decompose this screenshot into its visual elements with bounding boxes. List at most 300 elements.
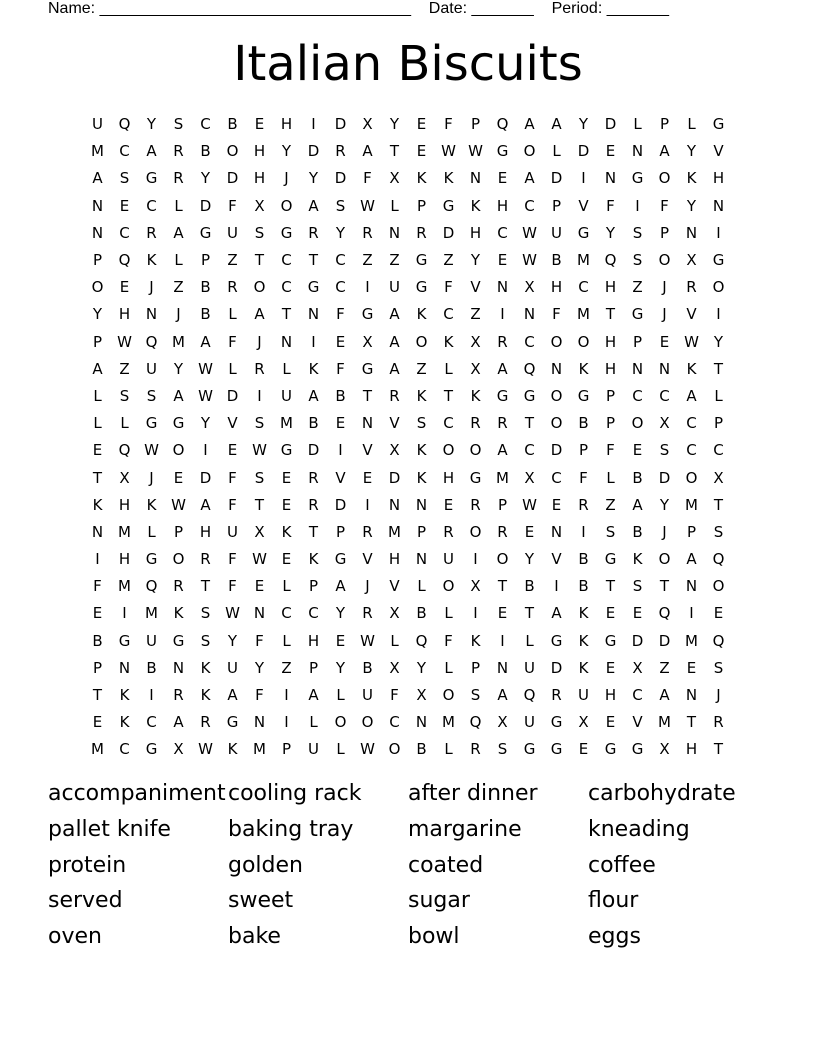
grid-letter: Y <box>713 332 724 351</box>
grid-letter: W <box>360 740 375 759</box>
grid-letter: I <box>635 196 640 215</box>
grid-letter: S <box>659 441 670 460</box>
grid-letter: R <box>686 278 697 297</box>
grid-letter: P <box>335 522 346 541</box>
grid-letter: D <box>577 142 590 161</box>
grid-letter: H <box>253 169 266 188</box>
grid-letter: O <box>577 332 590 351</box>
grid-letter: W <box>225 604 240 623</box>
grid-letter: G <box>199 223 212 242</box>
grid-letter: X <box>470 577 481 596</box>
word-bank-item: kneading <box>588 816 690 842</box>
grid-letter: K <box>578 604 589 623</box>
grid-letter: T <box>281 305 292 324</box>
grid-letter: Y <box>92 305 103 324</box>
grid-row <box>84 600 732 627</box>
grid-letter: R <box>308 223 319 242</box>
grid-letter: X <box>254 522 265 541</box>
grid-letter: Z <box>632 278 643 297</box>
grid-letter: L <box>687 115 696 134</box>
grid-letter: R <box>146 223 157 242</box>
grid-letter: G <box>172 631 185 650</box>
grid-letter: A <box>551 115 562 134</box>
grid-letter: S <box>416 414 427 433</box>
grid-letter: V <box>362 441 373 460</box>
grid-letter: Y <box>686 196 697 215</box>
grid-letter: G <box>361 359 374 378</box>
grid-letter: G <box>415 278 428 297</box>
grid-letter: N <box>685 223 698 242</box>
grid-letter: O <box>415 332 428 351</box>
grid-letter: M <box>253 740 266 759</box>
grid-letter: H <box>280 115 293 134</box>
grid-letter: C <box>200 115 211 134</box>
grid-letter: O <box>280 196 293 215</box>
grid-letter: T <box>713 740 724 759</box>
grid-letter: F <box>606 196 615 215</box>
grid-letter: S <box>605 522 616 541</box>
grid-letter: S <box>254 223 265 242</box>
grid-letter: K <box>200 658 211 677</box>
grid-row <box>84 274 732 301</box>
grid-letter: B <box>632 522 643 541</box>
grid-letter: E <box>92 713 103 732</box>
grid-letter: B <box>308 414 319 433</box>
grid-letter: I <box>122 604 127 623</box>
grid-letter: S <box>632 223 643 242</box>
grid-letter: E <box>713 604 724 623</box>
grid-letter: L <box>174 196 183 215</box>
grid-letter: R <box>200 713 211 732</box>
grid-letter: E <box>92 441 103 460</box>
grid-letter: W <box>252 441 267 460</box>
grid-letter: D <box>658 468 671 487</box>
grid-letter: D <box>550 658 563 677</box>
grid-letter: N <box>307 305 320 324</box>
grid-letter: Y <box>470 251 481 270</box>
grid-letter: G <box>415 251 428 270</box>
grid-letter: G <box>118 631 131 650</box>
grid-letter: P <box>92 658 103 677</box>
grid-letter: O <box>361 713 374 732</box>
grid-letter: A <box>200 495 211 514</box>
grid-letter: C <box>632 686 643 705</box>
grid-letter: W <box>441 142 456 161</box>
grid-letter: A <box>92 359 103 378</box>
grid-row <box>84 111 732 138</box>
grid-letter: F <box>552 305 561 324</box>
grid-letter: B <box>362 658 373 677</box>
grid-letter: V <box>578 196 589 215</box>
grid-letter: I <box>716 305 721 324</box>
grid-letter: N <box>523 305 536 324</box>
grid-letter: N <box>604 169 617 188</box>
grid-letter: I <box>311 332 316 351</box>
grid-letter: I <box>500 631 505 650</box>
grid-row <box>84 682 732 709</box>
grid-letter: V <box>389 414 400 433</box>
grid-letter: K <box>119 713 130 732</box>
grid-letter: L <box>633 115 642 134</box>
grid-letter: F <box>255 631 264 650</box>
word-bank-item: bake <box>228 924 281 950</box>
grid-letter: G <box>550 631 563 650</box>
grid-letter: J <box>284 169 289 188</box>
grid-letter: Y <box>308 169 319 188</box>
grid-letter: G <box>361 305 374 324</box>
grid-letter: A <box>308 386 319 405</box>
grid-letter: B <box>335 386 346 405</box>
grid-letter: D <box>226 169 239 188</box>
grid-letter: N <box>118 658 131 677</box>
grid-letter: C <box>524 196 535 215</box>
grid-letter: D <box>199 196 212 215</box>
grid-letter: Q <box>604 251 617 270</box>
word-bank-item: cooling rack <box>228 781 362 806</box>
grid-letter: T <box>389 142 400 161</box>
grid-letter: I <box>365 495 370 514</box>
grid-letter: B <box>146 658 157 677</box>
grid-letter: A <box>497 441 508 460</box>
grid-letter: Y <box>335 604 346 623</box>
grid-letter: D <box>226 386 239 405</box>
grid-letter: Q <box>469 713 482 732</box>
word-bank-item: sugar <box>408 888 470 914</box>
grid-letter: N <box>172 658 185 677</box>
grid-letter: A <box>389 305 400 324</box>
grid-row <box>84 301 732 328</box>
grid-letter: E <box>605 604 616 623</box>
grid-letter: E <box>686 658 697 677</box>
grid-letter: L <box>336 686 345 705</box>
grid-letter: W <box>360 631 375 650</box>
grid-letter: N <box>253 604 266 623</box>
grid-letter: X <box>362 332 373 351</box>
grid-letter: N <box>550 522 563 541</box>
grid-letter: X <box>686 251 697 270</box>
grid-letter: K <box>416 305 427 324</box>
grid-letter: V <box>335 468 346 487</box>
grid-letter: F <box>228 332 237 351</box>
grid-letter: V <box>713 142 724 161</box>
grid-letter: H <box>388 550 401 569</box>
grid-letter: J <box>662 278 667 297</box>
grid-letter: P <box>497 495 508 514</box>
grid-row <box>84 138 732 165</box>
grid-letter: O <box>334 713 347 732</box>
grid-letter: Z <box>470 305 481 324</box>
grid-letter: H <box>307 631 320 650</box>
grid-letter: C <box>524 332 535 351</box>
grid-letter: M <box>685 631 698 650</box>
grid-letter: F <box>228 495 237 514</box>
grid-letter: K <box>686 169 697 188</box>
grid-letter: W <box>522 223 537 242</box>
grid-letter: G <box>550 740 563 759</box>
grid-letter: S <box>119 169 130 188</box>
grid-letter: X <box>578 713 589 732</box>
grid-letter: E <box>227 441 238 460</box>
grid-letter: E <box>281 550 292 569</box>
grid-row <box>84 193 732 220</box>
grid-letter: N <box>280 332 293 351</box>
grid-letter: L <box>336 740 345 759</box>
grid-row <box>84 410 732 437</box>
grid-letter: H <box>685 740 698 759</box>
grid-letter: X <box>254 196 265 215</box>
name-field-label: Name: ___________________________________ <box>48 0 412 17</box>
grid-letter: Q <box>712 550 725 569</box>
grid-letter: N <box>91 223 104 242</box>
grid-letter: P <box>632 332 643 351</box>
grid-letter: I <box>554 577 559 596</box>
grid-letter: N <box>415 550 428 569</box>
grid-letter: O <box>226 142 239 161</box>
grid-letter: L <box>282 577 291 596</box>
grid-letter: C <box>119 223 130 242</box>
grid-letter: B <box>200 142 211 161</box>
grid-letter: B <box>632 468 643 487</box>
grid-letter: Y <box>200 169 211 188</box>
grid-letter: L <box>228 359 237 378</box>
grid-letter: O <box>172 550 185 569</box>
grid-letter: L <box>120 414 129 433</box>
grid-letter: R <box>551 686 562 705</box>
grid-letter: R <box>173 142 184 161</box>
grid-letter: A <box>389 332 400 351</box>
grid-letter: D <box>658 631 671 650</box>
grid-letter: B <box>200 278 211 297</box>
grid-letter: P <box>686 522 697 541</box>
grid-letter: B <box>524 577 535 596</box>
grid-letter: E <box>578 740 589 759</box>
grid-letter: A <box>335 577 346 596</box>
grid-letter: S <box>200 631 211 650</box>
grid-letter: Y <box>605 223 616 242</box>
grid-row <box>84 165 732 192</box>
grid-letter: O <box>550 332 563 351</box>
grid-letter: F <box>93 577 102 596</box>
grid-letter: U <box>227 223 238 242</box>
grid-letter: V <box>551 550 562 569</box>
grid-letter: K <box>173 604 184 623</box>
grid-letter: K <box>416 441 427 460</box>
grid-letter: B <box>416 740 427 759</box>
grid-letter: H <box>118 305 131 324</box>
grid-letter: A <box>632 495 643 514</box>
word-bank-item: after dinner <box>408 781 538 806</box>
grid-letter: C <box>146 713 157 732</box>
grid-letter: U <box>551 223 562 242</box>
grid-letter: C <box>281 604 292 623</box>
grid-letter: K <box>92 495 103 514</box>
grid-letter: B <box>200 305 211 324</box>
grid-letter: H <box>118 495 131 514</box>
grid-letter: A <box>524 115 535 134</box>
grid-letter: I <box>500 305 505 324</box>
grid-letter: Y <box>335 658 346 677</box>
grid-letter: U <box>92 115 103 134</box>
grid-letter: Y <box>659 495 670 514</box>
grid-letter: V <box>470 278 481 297</box>
grid-letter: R <box>362 604 373 623</box>
grid-letter: B <box>578 414 589 433</box>
grid-letter: W <box>171 495 186 514</box>
grid-letter: I <box>203 441 208 460</box>
grid-row <box>84 464 732 491</box>
grid-letter: O <box>550 414 563 433</box>
grid-letter: E <box>524 522 535 541</box>
grid-letter: V <box>686 305 697 324</box>
grid-letter: Y <box>578 115 589 134</box>
grid-letter: J <box>176 305 181 324</box>
grid-letter: E <box>254 115 265 134</box>
grid-letter: C <box>524 441 535 460</box>
grid-letter: V <box>362 550 373 569</box>
grid-letter: L <box>525 631 534 650</box>
grid-letter: F <box>660 196 669 215</box>
grid-letter: D <box>442 223 455 242</box>
grid-letter: W <box>468 142 483 161</box>
grid-letter: O <box>712 278 725 297</box>
word-bank-item: coated <box>408 852 484 878</box>
grid-letter: N <box>469 169 482 188</box>
grid-letter: Y <box>524 550 535 569</box>
grid-letter: E <box>497 169 508 188</box>
grid-letter: R <box>173 686 184 705</box>
grid-letter: C <box>713 441 724 460</box>
word-bank-item: margarine <box>408 816 522 842</box>
grid-letter: A <box>659 142 670 161</box>
grid-letter: F <box>228 577 237 596</box>
grid-letter: P <box>659 115 670 134</box>
grid-letter: H <box>712 169 725 188</box>
word-bank <box>48 776 768 955</box>
grid-letter: P <box>92 332 103 351</box>
grid-letter: R <box>470 495 481 514</box>
grid-letter: N <box>631 142 644 161</box>
grid-letter: L <box>228 305 237 324</box>
grid-letter: K <box>416 468 427 487</box>
grid-letter: G <box>145 169 158 188</box>
grid-letter: Q <box>118 441 131 460</box>
grid-letter: C <box>308 604 319 623</box>
grid-letter: G <box>334 550 347 569</box>
grid-letter: E <box>605 658 616 677</box>
grid-letter: T <box>524 414 535 433</box>
grid-letter: R <box>497 332 508 351</box>
grid-letter: O <box>442 577 455 596</box>
grid-letter: U <box>362 686 373 705</box>
grid-letter: F <box>606 441 615 460</box>
grid-letter: B <box>551 251 562 270</box>
grid-letter: Z <box>227 251 238 270</box>
grid-row <box>84 573 732 600</box>
grid-letter: C <box>632 386 643 405</box>
grid-letter: S <box>632 577 643 596</box>
grid-letter: X <box>119 468 130 487</box>
grid-letter: H <box>118 550 131 569</box>
grid-letter: Q <box>118 115 131 134</box>
word-bank-item: eggs <box>588 924 641 950</box>
grid-letter: E <box>254 577 265 596</box>
grid-letter: S <box>119 386 130 405</box>
grid-letter: U <box>227 522 238 541</box>
grid-letter: S <box>470 686 481 705</box>
grid-letter: A <box>551 604 562 623</box>
grid-letter: Y <box>146 115 157 134</box>
grid-letter: J <box>149 468 154 487</box>
grid-letter: S <box>497 740 508 759</box>
grid-letter: U <box>389 278 400 297</box>
grid-letter: J <box>149 278 154 297</box>
grid-letter: W <box>252 550 267 569</box>
grid-letter: U <box>146 359 157 378</box>
word-bank-item: coffee <box>588 852 656 878</box>
grid-letter: A <box>497 686 508 705</box>
grid-letter: M <box>280 414 293 433</box>
grid-letter: K <box>227 740 238 759</box>
word-bank-item: accompaniment <box>48 781 226 806</box>
grid-letter: T <box>443 386 454 405</box>
grid-letter: O <box>658 169 671 188</box>
grid-letter: M <box>145 604 158 623</box>
grid-letter: G <box>496 386 509 405</box>
grid-letter: J <box>716 686 721 705</box>
grid-letter: R <box>443 522 454 541</box>
grid-letter: V <box>227 414 238 433</box>
grid-letter: B <box>92 631 103 650</box>
grid-letter: L <box>174 251 183 270</box>
grid-letter: X <box>713 468 724 487</box>
grid-letter: C <box>281 278 292 297</box>
grid-letter: T <box>92 468 103 487</box>
grid-letter: L <box>309 713 318 732</box>
grid-letter: I <box>581 169 586 188</box>
grid-letter: G <box>469 468 482 487</box>
grid-letter: U <box>308 740 319 759</box>
grid-letter: C <box>443 414 454 433</box>
grid-letter: C <box>578 278 589 297</box>
grid-letter: K <box>308 359 319 378</box>
grid-letter: H <box>604 686 617 705</box>
grid-letter: C <box>119 142 130 161</box>
grid-letter: U <box>146 631 157 650</box>
grid-letter: W <box>117 332 132 351</box>
grid-letter: E <box>281 468 292 487</box>
grid-letter: K <box>578 359 589 378</box>
grid-letter: D <box>334 115 347 134</box>
grid-letter: H <box>604 359 617 378</box>
grid-letter: N <box>685 686 698 705</box>
grid-letter: S <box>200 604 211 623</box>
grid-letter: P <box>605 386 616 405</box>
grid-letter: H <box>442 468 455 487</box>
grid-letter: A <box>146 142 157 161</box>
grid-letter: Y <box>416 658 427 677</box>
grid-letter: R <box>578 495 589 514</box>
grid-letter: M <box>577 251 590 270</box>
grid-letter: P <box>470 658 481 677</box>
grid-letter: R <box>227 278 238 297</box>
grid-letter: Z <box>389 251 400 270</box>
grid-letter: H <box>199 522 212 541</box>
grid-letter: D <box>550 169 563 188</box>
grid-letter: F <box>363 169 372 188</box>
grid-row <box>84 519 732 546</box>
grid-letter: E <box>497 251 508 270</box>
grid-letter: E <box>632 441 643 460</box>
